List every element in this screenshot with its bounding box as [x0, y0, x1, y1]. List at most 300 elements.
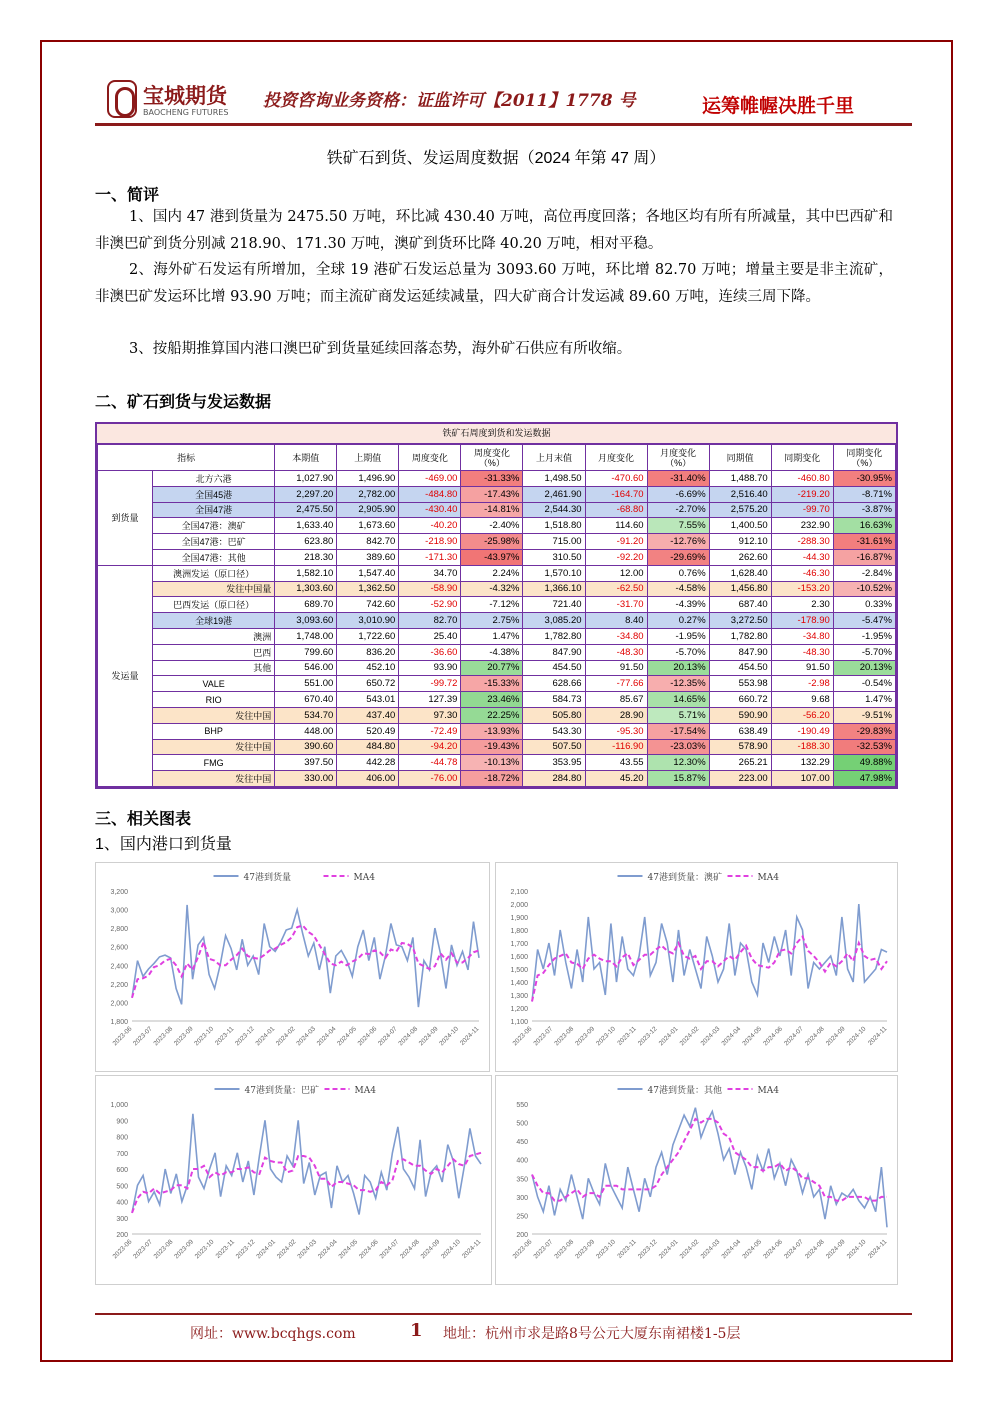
legend-label-ma: MA4: [757, 1086, 779, 1096]
table-cell: -18.72%: [461, 771, 523, 787]
x-tick-label: 2024-11: [866, 1238, 889, 1260]
document-title: 铁矿石到货、发运周度数据（2024 年第 47 周）: [326, 150, 666, 167]
table-cell: 437.40: [337, 707, 399, 723]
row-label: 全国47港: [153, 502, 275, 518]
table-cell: 628.66: [523, 676, 585, 692]
table-cell: -99.70: [771, 502, 833, 518]
x-tick-label: 2023-08: [152, 1025, 175, 1048]
y-tick-label: 500: [516, 1120, 528, 1128]
table-cell: -460.80: [771, 471, 833, 487]
x-tick-label: 2024-02: [275, 1238, 298, 1261]
table-cell: 1,633.40: [275, 518, 337, 534]
x-tick-label: 2024-05: [741, 1238, 764, 1261]
table-cell: 507.50: [523, 739, 585, 755]
table-body: [98, 471, 896, 787]
table-cell: 454.50: [523, 660, 585, 676]
page-header: [95, 74, 912, 126]
table-cell: 1,782.80: [709, 628, 771, 644]
table-cell: -4.32%: [461, 581, 523, 597]
table-cell: 1,496.90: [337, 471, 399, 487]
x-tick-label: 2024-03: [699, 1025, 722, 1048]
table-cell: -34.80: [585, 628, 647, 644]
table-cell: 1,518.80: [523, 518, 585, 534]
x-tick-label: 2024-11: [458, 1025, 481, 1047]
table-cell: -76.00: [399, 771, 461, 787]
table-cell: 43.55: [585, 755, 647, 771]
x-tick-label: 2024-09: [419, 1238, 442, 1261]
table-row: [98, 739, 896, 755]
y-tick-label: 3,000: [110, 907, 128, 915]
table-cell: -190.49: [771, 723, 833, 739]
row-label: 澳洲发运（原口径）: [153, 565, 275, 581]
table-cell: -99.72: [399, 676, 461, 692]
table-cell: 448.00: [275, 723, 337, 739]
table-cell: 389.60: [337, 549, 399, 565]
table-cell: 670.40: [275, 692, 337, 708]
y-tick-label: 550: [516, 1102, 528, 1109]
x-tick-label: 2024-09: [417, 1025, 440, 1048]
table-cell: -13.93%: [461, 723, 523, 739]
group-label: 到货量: [98, 471, 153, 566]
y-tick-label: 1,400: [510, 980, 528, 987]
x-tick-label: 2023-06: [511, 1025, 534, 1048]
x-tick-label: 2023-09: [574, 1025, 597, 1048]
table-cell: -52.90: [399, 597, 461, 613]
table-cell: -4.58%: [647, 581, 709, 597]
table-cell: 1,366.10: [523, 581, 585, 597]
table-cell: -31.40%: [647, 471, 709, 487]
x-tick-label: 2024-08: [397, 1025, 420, 1048]
x-tick-label: 2023-09: [172, 1025, 195, 1048]
table-cell: -171.30: [399, 549, 461, 565]
x-tick-label: 2024-02: [274, 1025, 297, 1048]
table-cell: -15.33%: [461, 676, 523, 692]
chart-47-ports-brazil-svg: [96, 1076, 493, 1286]
y-tick-label: 700: [116, 1150, 128, 1158]
x-tick-label: 2024-07: [378, 1238, 401, 1261]
table-cell: 847.90: [523, 644, 585, 660]
y-tick-label: 2,000: [110, 1000, 128, 1008]
table-cell: -77.66: [585, 676, 647, 692]
table-cell: 218.30: [275, 549, 337, 565]
y-tick-label: 500: [116, 1183, 128, 1191]
x-tick-label: 2024-01: [254, 1025, 277, 1048]
row-label: VALE: [153, 676, 275, 692]
table-cell: 912.10: [709, 534, 771, 550]
table-cell: -68.80: [585, 502, 647, 518]
header-divider: [95, 123, 912, 126]
table-cell: 0.76%: [647, 565, 709, 581]
chart-47-ports-other: [495, 1075, 898, 1285]
table-cell: -153.20: [771, 581, 833, 597]
table-cell: 7.55%: [647, 518, 709, 534]
table-cell: -10.13%: [461, 755, 523, 771]
group-label: 发运量: [98, 565, 153, 786]
table-cell: -5.70%: [833, 644, 895, 660]
x-tick-label: 2023-09: [173, 1238, 196, 1261]
y-tick-label: 2,400: [110, 963, 128, 971]
table-cell: 623.80: [275, 534, 337, 550]
table-row: [98, 644, 896, 660]
x-tick-label: 2024-04: [720, 1238, 743, 1261]
x-tick-label: 2024-10: [438, 1025, 461, 1048]
table-cell: 442.28: [337, 755, 399, 771]
table-cell: 2,544.30: [523, 502, 585, 518]
x-tick-label: 2023-11: [616, 1238, 638, 1260]
table-cell: 1,582.10: [275, 565, 337, 581]
footer-website[interactable]: 网址：www.bcqhgs.com: [190, 1326, 356, 1342]
table-cell: -40.20: [399, 518, 461, 534]
table-cell: -46.30: [771, 565, 833, 581]
table-cell: 1,748.00: [275, 628, 337, 644]
table-row: [98, 581, 896, 597]
summary-paragraph-1: 1、国内 47 港到货量为 2475.50 万吨，环比减 430.40 万吨，高位再度回落；各地区均有所有所减量，其中巴西矿和非澳巴矿到货分别减 218.90、171.30 万吨，澳矿到货环比降 40.20 万吨，相对平稳。: [95, 209, 893, 252]
table-cell: -92.20: [585, 549, 647, 565]
x-tick-label: 2024-11: [460, 1238, 483, 1260]
header-cell: 同期变化: [771, 445, 833, 471]
table-cell: -2.84%: [833, 565, 895, 581]
license-text: 投资咨询业务资格：证监许可【2011】1778 号: [263, 91, 636, 111]
table-cell: 16.63%: [833, 518, 895, 534]
table-cell: 3,085.20: [523, 613, 585, 629]
table-cell: 390.60: [275, 739, 337, 755]
table-title: 铁矿石周度到货和发运数据: [97, 424, 896, 444]
table-cell: -62.50: [585, 581, 647, 597]
table-cell: -484.80: [399, 486, 461, 502]
table-cell: 310.50: [523, 549, 585, 565]
table-row: [98, 471, 896, 487]
table-cell: 1,400.50: [709, 518, 771, 534]
x-tick-label: 2024-02: [678, 1238, 701, 1261]
chart-47-ports: [95, 862, 490, 1072]
table-cell: 15.87%: [647, 771, 709, 787]
table-cell: -178.90: [771, 613, 833, 629]
table-cell: 25.40: [399, 628, 461, 644]
legend-label-ma: MA4: [354, 1086, 376, 1096]
table-row: [98, 565, 896, 581]
header-cell: 同期值: [709, 445, 771, 471]
table-cell: 223.00: [709, 771, 771, 787]
table-cell: -14.81%: [461, 502, 523, 518]
table-cell: -2.40%: [461, 518, 523, 534]
table-cell: 2.30: [771, 597, 833, 613]
table-cell: 1,547.40: [337, 565, 399, 581]
table-row: [98, 628, 896, 644]
y-tick-label: 2,000: [510, 902, 528, 909]
legend-label-series: 47港到货量：巴矿: [244, 1086, 319, 1096]
table-cell: 578.90: [709, 739, 771, 755]
table-cell: 28.90: [585, 707, 647, 723]
y-tick-label: 1,100: [510, 1019, 528, 1026]
x-tick-label: 2024-07: [376, 1025, 399, 1048]
table-cell: 1,027.90: [275, 471, 337, 487]
table-cell: -2.70%: [647, 502, 709, 518]
x-tick-label: 2023-07: [532, 1238, 555, 1261]
y-tick-label: 800: [116, 1134, 128, 1142]
y-tick-label: 900: [116, 1118, 128, 1126]
table-cell: 132.29: [771, 755, 833, 771]
table-cell: 638.49: [709, 723, 771, 739]
table-cell: 97.30: [399, 707, 461, 723]
header-cell: 上期值: [337, 445, 399, 471]
table-cell: 284.80: [523, 771, 585, 787]
row-label: 巴西: [153, 644, 275, 660]
summary-paragraph-2: 2、海外矿石发运有所增加，全球 19 港矿石发运总量为 3093.60 万吨，环比增 82.70 万吨；增量主要是非主流矿，非澳巴矿发运环比增 93.90 万吨；而主流矿商发运延续减量，四大矿商合计发运减 89.60 万吨，连续三周下降。: [95, 262, 893, 305]
table-cell: 91.50: [771, 660, 833, 676]
table-cell: 1,628.40: [709, 565, 771, 581]
table-cell: 20.13%: [647, 660, 709, 676]
header-cell: 本期值: [275, 445, 337, 471]
table-cell: -23.03%: [647, 739, 709, 755]
footer-divider: [95, 1313, 912, 1315]
x-tick-label: 2023-09: [574, 1238, 597, 1261]
row-label: 澳洲: [153, 628, 275, 644]
x-tick-label: 2023-06: [511, 1238, 534, 1261]
row-label: 全国47港：其他: [153, 549, 275, 565]
table-cell: 397.50: [275, 755, 337, 771]
table-cell: 114.60: [585, 518, 647, 534]
table-cell: 3,010.90: [337, 613, 399, 629]
chart-legend: [215, 1084, 377, 1096]
row-label: 发往中国: [153, 771, 275, 787]
table-cell: 543.01: [337, 692, 399, 708]
row-label: 全国47港：澳矿: [153, 518, 275, 534]
x-tick-label: 2024-09: [824, 1025, 847, 1048]
table-cell: -58.90: [399, 581, 461, 597]
x-tick-label: 2023-07: [532, 1025, 555, 1048]
table-cell: -8.71%: [833, 486, 895, 502]
y-tick-label: 1,800: [510, 928, 528, 935]
table-cell: -17.43%: [461, 486, 523, 502]
table-cell: 534.70: [275, 707, 337, 723]
chart-legend: [618, 1084, 780, 1096]
table-cell: 47.98%: [833, 771, 895, 787]
table-cell: -34.80: [771, 628, 833, 644]
row-label: 北方六港: [153, 471, 275, 487]
x-tick-label: 2023-07: [132, 1238, 154, 1261]
table-cell: -32.53%: [833, 739, 895, 755]
x-tick-label: 2024-06: [357, 1238, 380, 1261]
chart-47-ports-brazil: [95, 1075, 492, 1285]
table-cell: -95.30: [585, 723, 647, 739]
table-cell: 551.00: [275, 676, 337, 692]
x-tick-label: 2024-04: [720, 1025, 743, 1048]
x-tick-label: 2023-12: [234, 1238, 257, 1261]
table-cell: 2,297.20: [275, 486, 337, 502]
y-tick-label: 200: [516, 1232, 528, 1239]
x-tick-label: 2023-10: [595, 1025, 617, 1048]
x-tick-label: 2024-08: [399, 1238, 421, 1261]
table-cell: -2.98: [771, 676, 833, 692]
x-tick-label: 2024-08: [803, 1238, 826, 1261]
y-tick-label: 400: [516, 1157, 528, 1165]
y-tick-label: 1,900: [510, 915, 528, 922]
table-cell: 22.25%: [461, 707, 523, 723]
x-tick-label: 2023-12: [636, 1238, 659, 1261]
header-cell: 月度变化（%）: [647, 445, 709, 471]
legend-label-series: 47港到货量：其他: [647, 1086, 722, 1096]
table-cell: -48.30: [771, 644, 833, 660]
x-tick-label: 2023-06: [111, 1238, 134, 1261]
table-cell: 1,722.60: [337, 628, 399, 644]
row-label: 发往中国: [153, 707, 275, 723]
table-cell: 1,570.10: [523, 565, 585, 581]
table-cell: 265.21: [709, 755, 771, 771]
table-cell: -219.20: [771, 486, 833, 502]
table-cell: -470.60: [585, 471, 647, 487]
row-label: 巴西发运（原口径）: [153, 597, 275, 613]
x-tick-label: 2024-02: [678, 1025, 701, 1048]
row-label: 全国47港：巴矿: [153, 534, 275, 550]
table-cell: 1,303.60: [275, 581, 337, 597]
table-cell: 687.40: [709, 597, 771, 613]
x-tick-label: 2024-07: [783, 1238, 805, 1261]
legend-label-series: 47港到货量：澳矿: [647, 873, 722, 883]
x-tick-label: 2024-10: [845, 1238, 868, 1261]
company-logo: [107, 78, 237, 122]
table-cell: 93.90: [399, 660, 461, 676]
table-cell: 799.60: [275, 644, 337, 660]
x-tick-label: 2024-08: [803, 1025, 826, 1048]
table-row: [98, 692, 896, 708]
x-tick-label: 2023-08: [152, 1238, 175, 1261]
table-cell: 23.46%: [461, 692, 523, 708]
x-tick-label: 2024-05: [337, 1238, 360, 1261]
header-cell: 周度变化（%）: [461, 445, 523, 471]
table-cell: 650.72: [337, 676, 399, 692]
table-cell: 543.30: [523, 723, 585, 739]
table-cell: -7.12%: [461, 597, 523, 613]
table-row: [98, 518, 896, 534]
table-row: [98, 723, 896, 739]
table-cell: 14.65%: [647, 692, 709, 708]
y-tick-label: 250: [516, 1213, 528, 1221]
y-tick-label: 300: [516, 1194, 528, 1202]
y-tick-label: 400: [116, 1199, 128, 1207]
table-cell: 847.90: [709, 644, 771, 660]
table-cell: -56.20: [771, 707, 833, 723]
table-cell: -116.90: [585, 739, 647, 755]
table-cell: -91.20: [585, 534, 647, 550]
table-cell: 1,488.70: [709, 471, 771, 487]
header-cell: 指标: [98, 445, 275, 471]
x-tick-label: 2024-06: [762, 1238, 785, 1261]
x-tick-label: 2024-11: [866, 1025, 889, 1047]
table-cell: 1,362.50: [337, 581, 399, 597]
table-cell: 454.50: [709, 660, 771, 676]
chart-47-ports-svg: [96, 863, 491, 1073]
table-cell: 553.98: [709, 676, 771, 692]
table-cell: 34.70: [399, 565, 461, 581]
table-cell: 262.60: [709, 549, 771, 565]
table-cell: 353.95: [523, 755, 585, 771]
table-row: [98, 597, 896, 613]
table-cell: 232.90: [771, 518, 833, 534]
table-cell: 484.80: [337, 739, 399, 755]
table-cell: 842.70: [337, 534, 399, 550]
table-cell: -44.78: [399, 755, 461, 771]
section-heading-summary: 一、简评: [95, 187, 160, 204]
x-tick-label: 2024-01: [657, 1025, 680, 1048]
table-cell: 584.73: [523, 692, 585, 708]
table-cell: 12.30%: [647, 755, 709, 771]
y-tick-label: 350: [516, 1176, 528, 1184]
table-cell: -29.69%: [647, 549, 709, 565]
table-cell: 49.88%: [833, 755, 895, 771]
table-cell: 1,456.80: [709, 581, 771, 597]
table-cell: -94.20: [399, 739, 461, 755]
table-cell: -288.30: [771, 534, 833, 550]
x-tick-label: 2023-11: [213, 1025, 236, 1047]
table-cell: -4.38%: [461, 644, 523, 660]
y-tick-label: 1,200: [510, 1006, 528, 1013]
table-cell: 2,516.40: [709, 486, 771, 502]
x-tick-label: 2023-06: [111, 1025, 134, 1048]
table-cell: -30.95%: [833, 471, 895, 487]
chart-47-ports-other-svg: [496, 1076, 899, 1286]
table-cell: 2,461.90: [523, 486, 585, 502]
y-tick-label: 1,000: [110, 1102, 128, 1109]
table-cell: 2,905.90: [337, 502, 399, 518]
y-tick-label: 2,600: [110, 944, 128, 952]
table-cell: 742.60: [337, 597, 399, 613]
table-cell: -430.40: [399, 502, 461, 518]
table-cell: 9.68: [771, 692, 833, 708]
x-tick-label: 2024-03: [296, 1238, 319, 1261]
table-row: [98, 534, 896, 550]
table-cell: 0.27%: [647, 613, 709, 629]
table-cell: 2,475.50: [275, 502, 337, 518]
table-row: [98, 502, 896, 518]
table-cell: 85.67: [585, 692, 647, 708]
x-tick-label: 2024-07: [783, 1025, 805, 1048]
x-tick-label: 2024-10: [440, 1238, 462, 1261]
table-cell: 452.10: [337, 660, 399, 676]
header-cell: 同期变化（%）: [833, 445, 895, 471]
table-cell: -1.95%: [647, 628, 709, 644]
table-cell: -48.30: [585, 644, 647, 660]
x-tick-label: 2023-10: [193, 1238, 216, 1261]
table-cell: 1,673.60: [337, 518, 399, 534]
x-tick-label: 2023-07: [132, 1025, 154, 1048]
table-cell: -25.98%: [461, 534, 523, 550]
y-tick-label: 2,200: [110, 981, 128, 989]
y-tick-label: 1,700: [510, 941, 528, 948]
table-cell: -5.47%: [833, 613, 895, 629]
x-tick-label: 2024-03: [699, 1238, 722, 1261]
table-cell: 546.00: [275, 660, 337, 676]
table-cell: 2,782.00: [337, 486, 399, 502]
legend-label-ma: MA4: [757, 873, 779, 883]
y-tick-label: 200: [116, 1232, 128, 1239]
table-cell: -469.00: [399, 471, 461, 487]
table-cell: 127.39: [399, 692, 461, 708]
row-label: RIO: [153, 692, 275, 708]
table-row: [98, 676, 896, 692]
x-tick-label: 2023-10: [193, 1025, 216, 1048]
y-tick-label: 300: [116, 1215, 128, 1223]
table-cell: 330.00: [275, 771, 337, 787]
logo-mark-icon: [107, 80, 137, 118]
y-tick-label: 2,800: [110, 926, 128, 934]
x-tick-label: 2023-10: [595, 1238, 617, 1261]
summary-paragraph-3: 3、按船期推算国内港口澳巴矿到货量延续回落态势，海外矿石供应有所收缩。: [129, 341, 632, 357]
table-row: [98, 549, 896, 565]
x-tick-label: 2024-04: [316, 1238, 339, 1261]
footer-address: 地址：杭州市求是路8号公元大厦东南裙楼1-5层: [443, 1326, 741, 1342]
table-cell: 715.00: [523, 534, 585, 550]
table-cell: -12.35%: [647, 676, 709, 692]
